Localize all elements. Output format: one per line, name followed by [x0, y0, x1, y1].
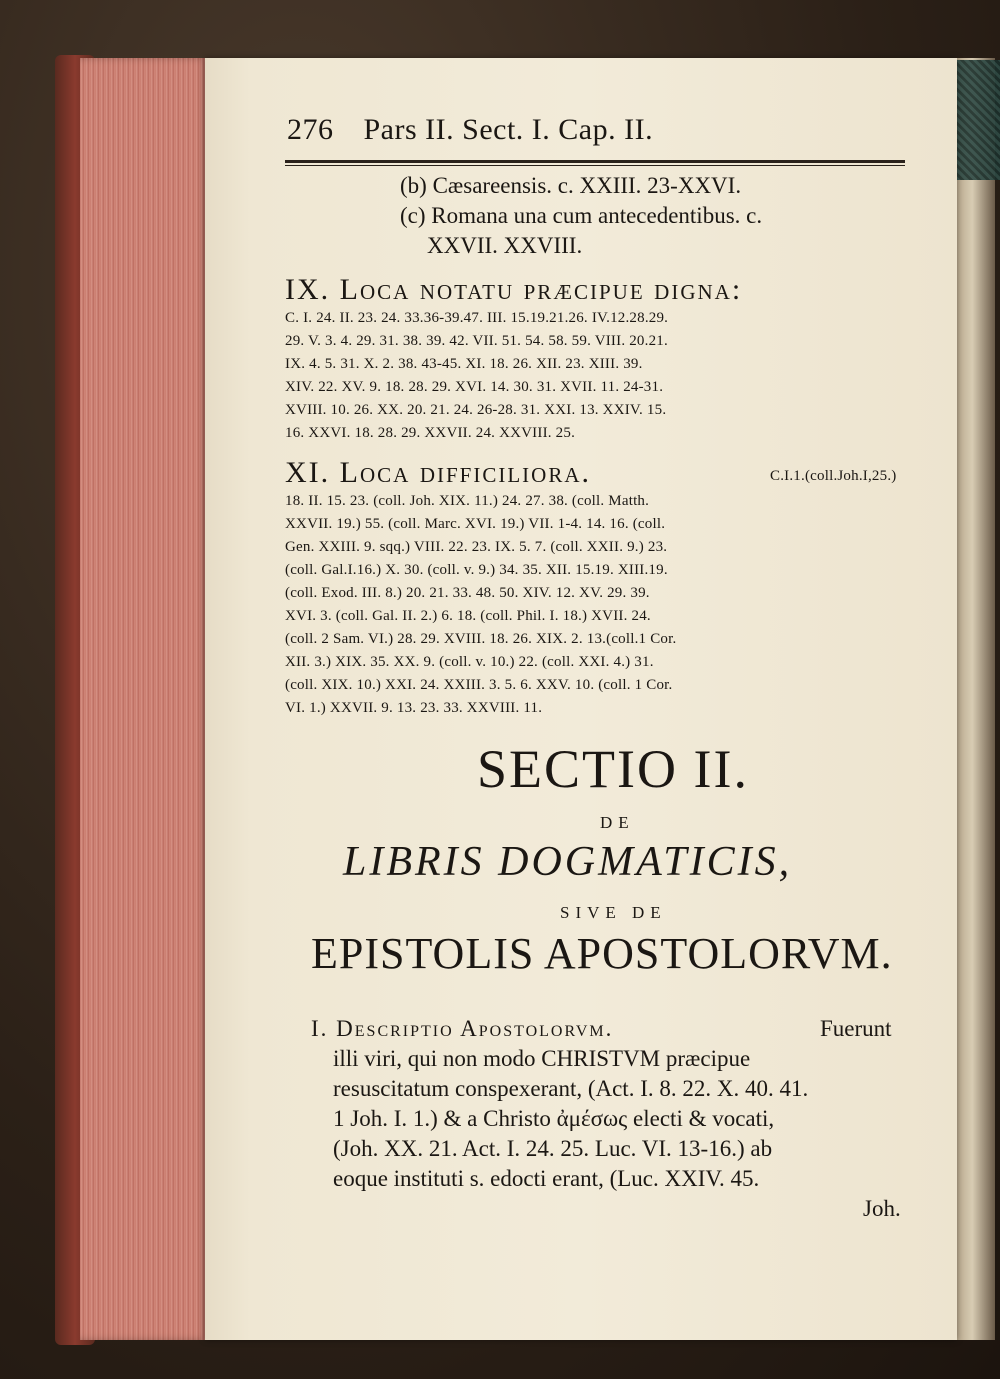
page-edges: [80, 58, 210, 1340]
head-rule: [285, 160, 905, 163]
section-xi-line: (coll. Exod. III. 8.) 20. 21. 33. 48. 50. XIV. 12. XV. 29. 39.: [285, 585, 650, 601]
running-title: Pars II. Sect. I. Cap. II.: [363, 113, 654, 146]
section-ix-line: C. I. 24. II. 23. 24. 33.36-39.47. III. 15.19.21.26. IV.12.28.29.: [285, 310, 669, 326]
section-i-line: Fuerunt: [820, 1016, 892, 1041]
section-i-line: resuscitatum conspexerant, (Act. I. 8. 22. X. 40. 41.: [333, 1076, 809, 1101]
section-xi-heading: XI. Loca difficiliora.: [285, 456, 591, 489]
section-ix-line: 29. V. 3. 4. 29. 31. 38. 39. 42. VII. 51. 54. 58. 59. VIII. 20.21.: [285, 333, 668, 349]
section-xi-line: XII. 3.) XIX. 35. XX. 9. (coll. v. 10.) 22. (coll. XXI. 4.) 31.: [285, 654, 654, 670]
section-i-line: (Joh. XX. 21. Act. I. 24. 25. Luc. VI. 13-16.) ab: [333, 1136, 773, 1161]
section-ix-line: IX. 4. 5. 31. X. 2. 38. 43-45. XI. 18. 26. XII. 23. XIII. 39.: [285, 356, 643, 372]
note-c: (c) Romana una cum antecedentibus. c.: [400, 203, 763, 228]
section-xi-heading-ref: C.I.1.(coll.Joh.I,25.): [770, 468, 897, 484]
section-i-line: 1 Joh. I. 1.) & a Christo ἀμέσως electi & vocati,: [333, 1106, 775, 1131]
section-xi-line: Gen. XXIII. 9. sqq.) VIII. 22. 23. IX. 5. 7. (coll. XXII. 9.) 23.: [285, 539, 668, 555]
section-ix-line: 16. XXVI. 18. 28. 29. XXVII. 24. XXVIII. 25.: [285, 425, 576, 441]
section-ix-heading: IX. Loca notatu præcipue digna:: [285, 273, 743, 306]
facing-page-edge: [957, 58, 995, 1340]
section-i-line: eoque instituti s. edocti erant, (Luc. XXIV. 45.: [333, 1166, 760, 1191]
section-xi-line: XXVII. 19.) 55. (coll. Marc. XVI. 19.) VII. 1-4. 14. 16. (coll.: [285, 516, 666, 532]
page-content: [205, 58, 957, 1340]
section-xi-line: (coll. XIX. 10.) XXI. 24. XXIII. 3. 5. 6. XXV. 10. (coll. 1 Cor.: [285, 677, 673, 693]
head-rule-thin: [285, 165, 905, 166]
epistolis-title: EPISTOLIS APOSTOLORVM.: [311, 929, 893, 978]
sive-de-label: SIVE DE: [560, 903, 667, 922]
section-xi-line: (coll. Gal.I.16.) X. 30. (coll. v. 9.) 34. 35. XII. 15.19. XIII.19.: [285, 562, 668, 578]
section-i-line: illi viri, qui non modo CHRISTVM præcipue: [333, 1046, 751, 1071]
section-ix-line: XIV. 22. XV. 9. 18. 28. 29. XVI. 14. 30. 31. XVII. 11. 24-31.: [285, 379, 664, 395]
section-xi-line: VI. 1.) XXVII. 9. 13. 23. 33. XXVIII. 11.: [285, 700, 543, 716]
book-page: [205, 58, 957, 1340]
section-xi-line: (coll. 2 Sam. VI.) 28. 29. XVIII. 18. 26. XIX. 2. 13.(coll.1 Cor.: [285, 631, 677, 647]
section-ix-line: XVIII. 10. 26. XX. 20. 21. 24. 26-28. 31. XXI. 13. XXIV. 15.: [285, 402, 667, 418]
catchword: Joh.: [863, 1196, 901, 1221]
section-xi-line: 18. II. 15. 23. (coll. Joh. XIX. 11.) 24. 27. 38. (coll. Matth.: [285, 493, 650, 509]
libris-title: LIBRIS DOGMATICIS,: [343, 839, 793, 885]
section-i-heading: I. Descriptio Apostolorvm.: [311, 1016, 614, 1041]
running-head: [287, 113, 653, 147]
sectio-title: SECTIO II.: [477, 739, 749, 799]
note-c-cont: XXVII. XXVIII.: [427, 233, 583, 258]
de-label: DE: [600, 813, 635, 832]
section-xi-line: XVI. 3. (coll. Gal. II. 2.) 6. 18. (coll. Phil. I. 18.) XVII. 24.: [285, 608, 651, 624]
page-number: 276: [287, 113, 334, 146]
note-b: (b) Cæsareensis. c. XXIII. 23-XXVI.: [400, 173, 742, 198]
